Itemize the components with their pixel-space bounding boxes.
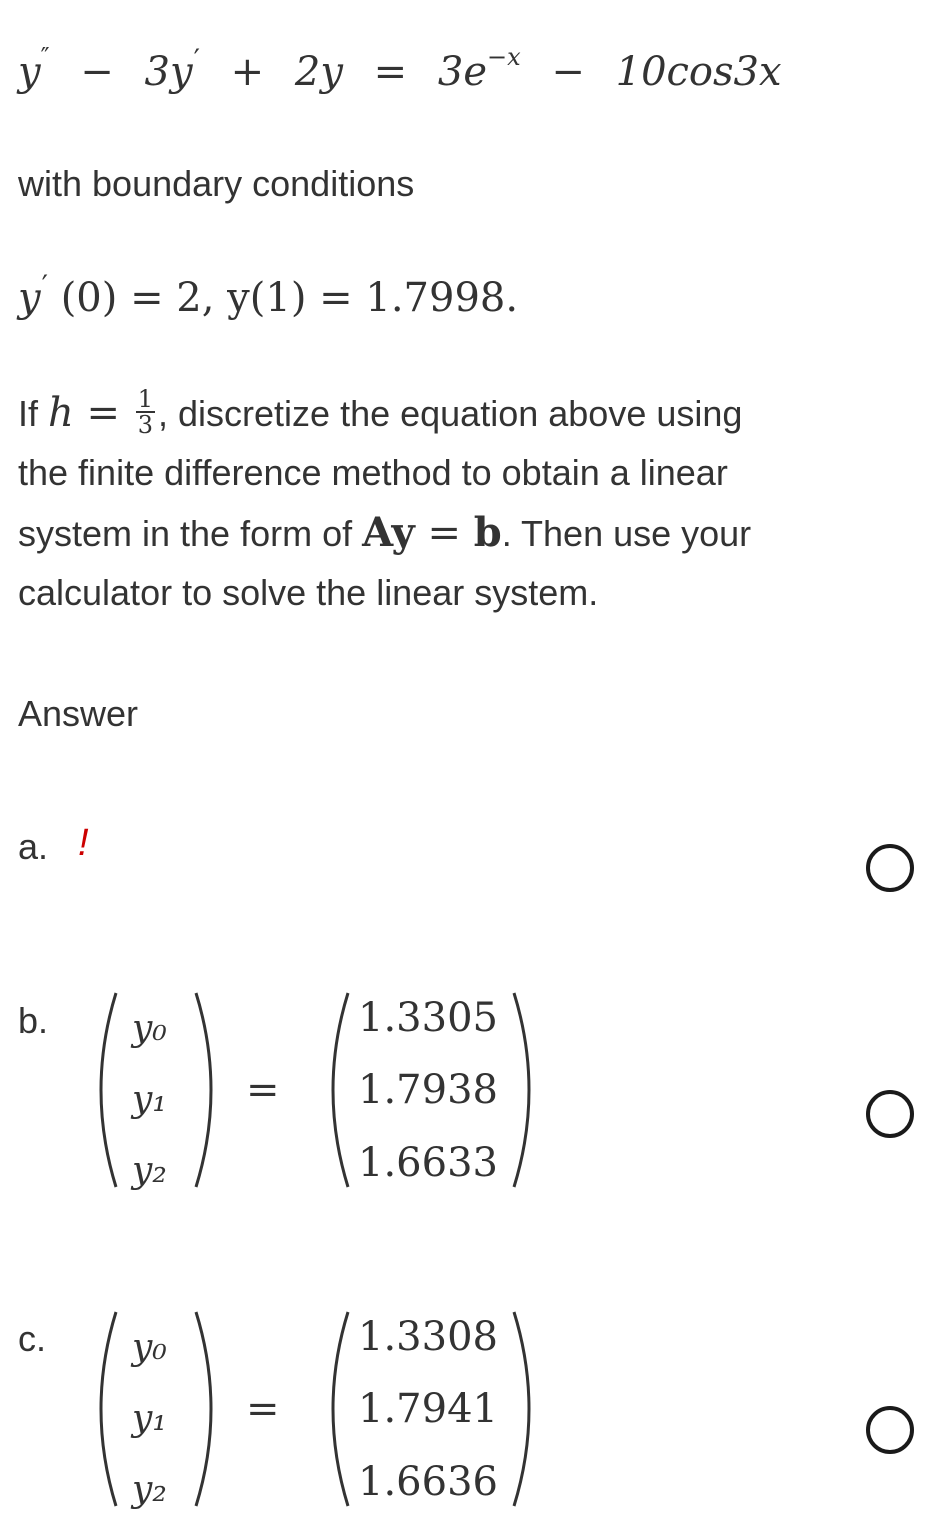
option-c-left-paren-2 <box>333 1312 348 1506</box>
option-b-left-paren-1 <box>101 993 116 1187</box>
option-b-radio[interactable] <box>866 1090 914 1138</box>
option-b-equals: = <box>246 1067 280 1113</box>
option-c-y1: y₁ <box>132 1398 167 1439</box>
instruction-line-3: system in the form of Ay = b. Then use your <box>18 509 752 556</box>
instruction-line-2: the finite difference method to obtain a linear <box>18 452 728 493</box>
option-c-matrix-equation <box>86 1304 556 1514</box>
option-b-letter: b. <box>18 1000 49 1041</box>
option-b-y1: y₁ <box>132 1079 167 1120</box>
option-b-y0: y₀ <box>132 1008 167 1049</box>
option-c-right-paren-1 <box>196 1312 211 1506</box>
option-a-radio[interactable] <box>866 844 914 892</box>
option-c-value-1: 1.7941 <box>358 1386 498 1432</box>
option-a-warning-mark: ! <box>78 822 89 864</box>
boundary-conditions: y′ (0) = 2, y(1) = 1.7998. <box>18 269 519 321</box>
option-b-right-paren-1 <box>196 993 211 1187</box>
option-c-letter: c. <box>18 1318 47 1359</box>
fraction-one-third: $\frac{1}{3}$ <box>137 385 154 440</box>
option-b-right-paren-2 <box>514 993 529 1187</box>
option-c-left-paren-1 <box>101 1312 116 1506</box>
option-c-value-0: 1.3308 <box>358 1314 498 1360</box>
answer-heading: Answer <box>18 693 139 734</box>
option-c-value-2: 1.6636 <box>358 1459 498 1505</box>
boundary-label: with boundary conditions <box>18 163 415 204</box>
ode-equation: $y'' - 3y' + 2y = 3e^{-x} - 10\cos 3x$ <box>18 43 782 95</box>
option-c-y0: y₀ <box>132 1327 167 1368</box>
option-b-left-paren-2 <box>333 993 348 1187</box>
option-b-matrix-equation <box>86 985 556 1195</box>
option-c-right-paren-2 <box>514 1312 529 1506</box>
option-c-equals: = <box>246 1386 280 1432</box>
option-b-value-1: 1.7938 <box>358 1067 498 1113</box>
instruction-paragraph <box>18 383 751 623</box>
option-b-value-2: 1.6633 <box>358 1140 498 1186</box>
instruction-line-4: calculator to solve the linear system. <box>18 572 599 613</box>
option-b-y2: y₂ <box>132 1150 167 1191</box>
option-c-radio[interactable] <box>866 1406 914 1454</box>
instruction-line-1: If h = $\frac{1}{3}$ , discretize the equation above using <box>18 385 743 440</box>
option-c-y2: y₂ <box>132 1469 167 1510</box>
option-a-letter: a. <box>18 826 49 867</box>
option-b-value-0: 1.3305 <box>358 995 498 1041</box>
